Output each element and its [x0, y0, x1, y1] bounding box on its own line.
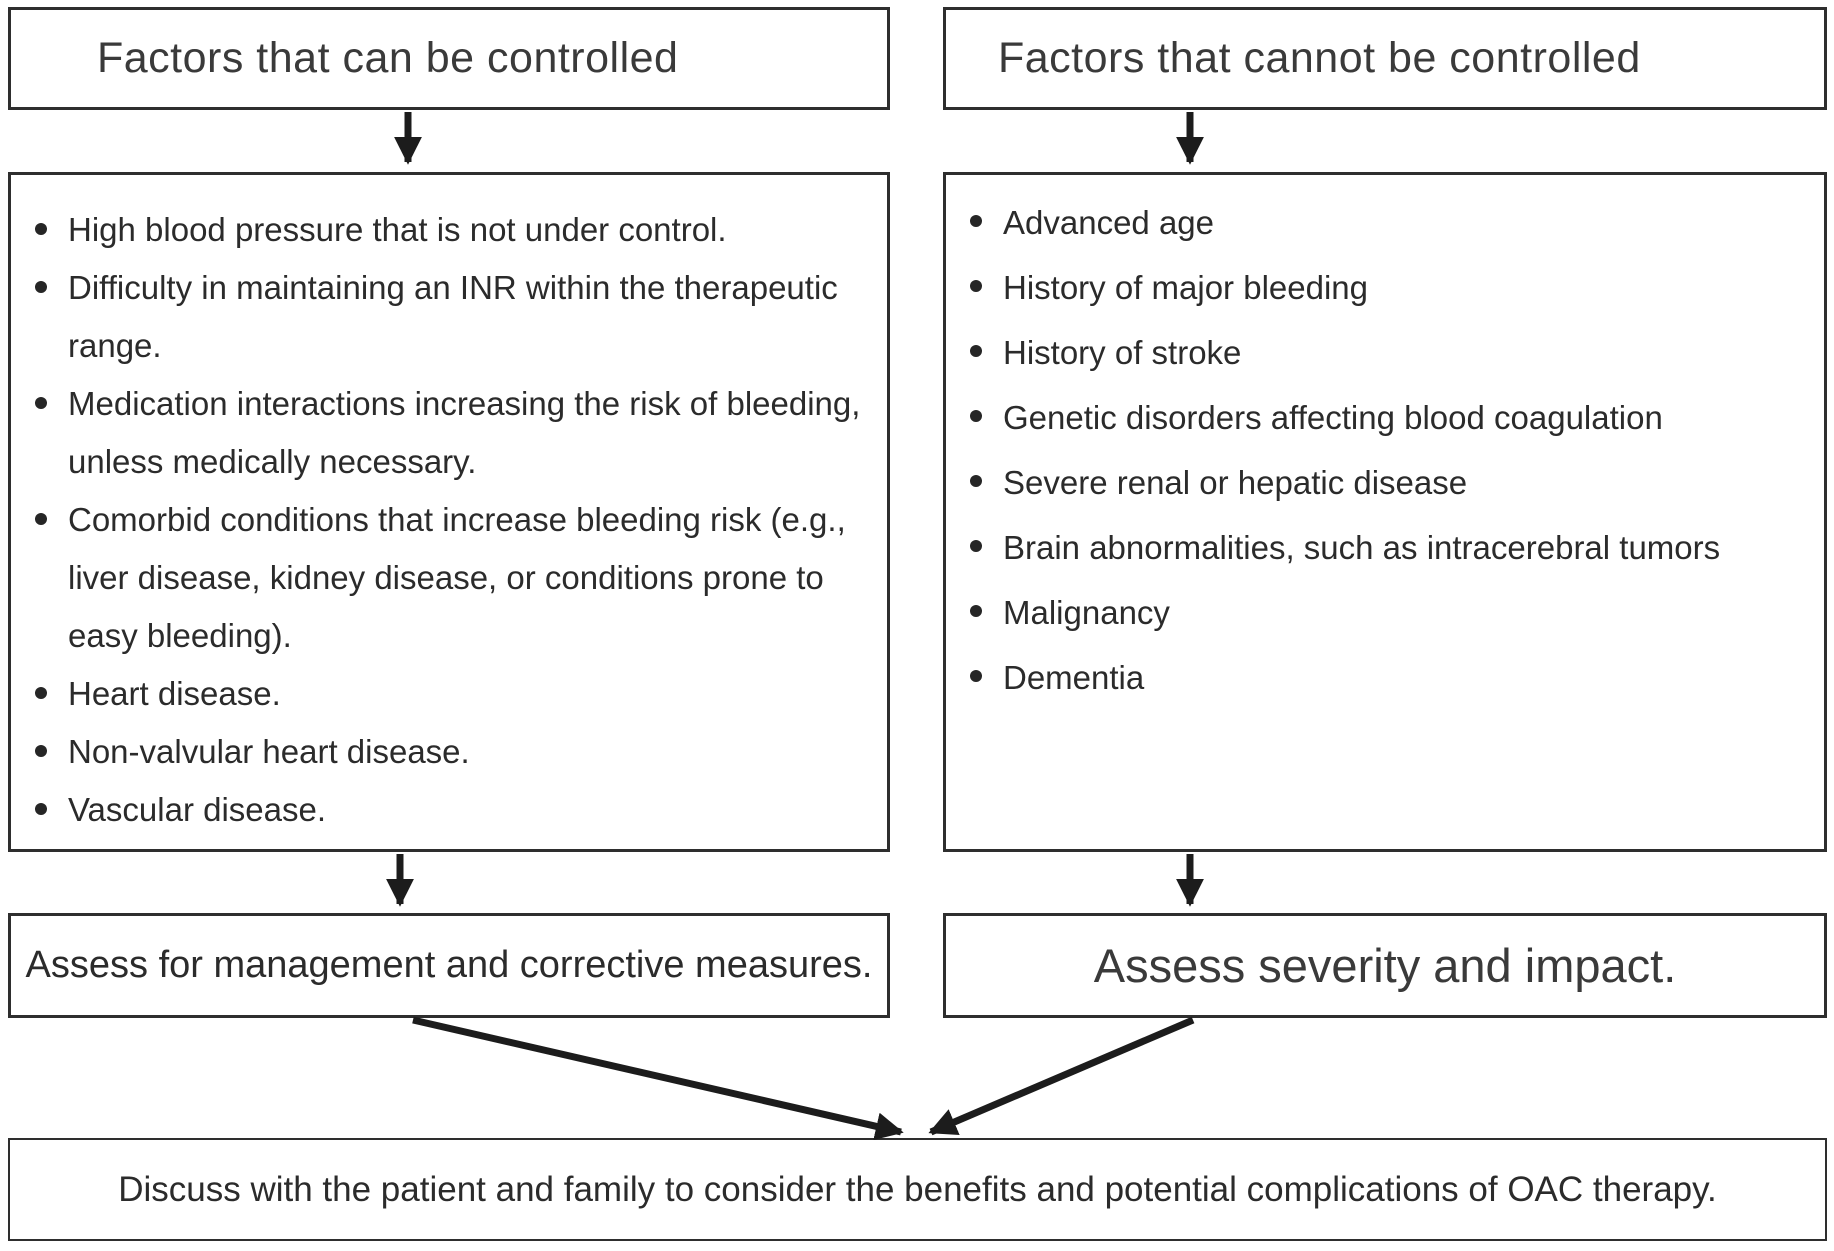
bullet-icon: [35, 745, 47, 757]
uncontrollable-factors-title: Factors that cannot be controlled: [998, 34, 1641, 82]
controllable-factors-header-box: [8, 7, 890, 110]
list-item: [11, 723, 887, 781]
list-item-text: Heart disease.: [68, 675, 281, 712]
list-item: [946, 580, 1824, 645]
list-item-text: Genetic disorders affecting blood coagulation: [1003, 399, 1663, 436]
bullet-icon: [970, 605, 982, 617]
bullet-icon: [35, 803, 47, 815]
arrow-right-assess-to-conclusion: [931, 1020, 1193, 1132]
list-item-text: Dementia: [1003, 659, 1145, 696]
list-item-text: Difficulty in maintaining an INR within the therapeutic: [68, 269, 838, 306]
bullet-icon: [35, 687, 47, 699]
list-item: [946, 515, 1824, 580]
bullet-icon: [35, 397, 47, 409]
list-item: [946, 320, 1824, 385]
list-item-text: Malignancy: [1003, 594, 1170, 631]
list-item: [946, 255, 1824, 320]
list-item-text: Comorbid conditions that increase bleeding risk (e.g.,: [68, 501, 846, 538]
list-item: [11, 259, 887, 375]
assess-severity-box: [943, 913, 1827, 1018]
list-item-text: unless medically necessary.: [68, 443, 477, 480]
uncontrollable-factors-list-box: [943, 172, 1827, 852]
list-item-text: range.: [68, 327, 162, 364]
controllable-factors-list-box: [8, 172, 890, 852]
bullet-icon: [970, 345, 982, 357]
discussion-conclusion-text: Discuss with the patient and family to consider the benefits and potential complications of OAC therapy.: [118, 1169, 1717, 1209]
bullet-icon: [970, 475, 982, 487]
list-item-text: History of major bleeding: [1003, 269, 1368, 306]
bullet-icon: [970, 670, 982, 682]
list-item: [946, 450, 1824, 515]
assess-management-box: [8, 913, 890, 1018]
list-item-text: Advanced age: [1003, 204, 1215, 241]
list-item: [11, 781, 887, 839]
arrow-left-assess-to-conclusion: [413, 1020, 901, 1132]
list-item-text: Medication interactions increasing the risk of bleeding,: [68, 385, 861, 422]
list-item: [946, 385, 1824, 450]
list-item-text: liver disease, kidney disease, or conditions prone to: [68, 559, 824, 596]
list-item-text: Severe renal or hepatic disease: [1003, 464, 1468, 501]
bullet-icon: [35, 281, 47, 293]
list-item: [946, 190, 1824, 255]
bullet-icon: [35, 223, 47, 235]
bullet-icon: [970, 410, 982, 422]
controllable-factors-title: Factors that can be controlled: [97, 34, 679, 82]
list-item-text: Vascular disease.: [68, 791, 327, 828]
list-item-text: easy bleeding).: [68, 617, 292, 654]
list-item-text: History of stroke: [1003, 334, 1242, 371]
uncontrollable-factors-header-box: [943, 7, 1827, 110]
list-item: [11, 665, 887, 723]
list-item-text: Non-valvular heart disease.: [68, 733, 470, 770]
list-item-text: High blood pressure that is not under control.: [68, 211, 727, 248]
assess-severity-label: Assess severity and impact.: [1093, 939, 1677, 992]
uncontrollable-factors-list: [946, 175, 1824, 710]
controllable-factors-list: [11, 175, 887, 839]
bullet-icon: [970, 540, 982, 552]
list-item: [11, 491, 887, 665]
assess-management-label: Assess for management and corrective measures.: [25, 944, 873, 986]
discussion-conclusion-box: [8, 1138, 1827, 1241]
list-item: [11, 201, 887, 259]
list-item: [11, 375, 887, 491]
list-item: [946, 645, 1824, 710]
bullet-icon: [970, 280, 982, 292]
list-item-text: Brain abnormalities, such as intracerebral tumors: [1003, 529, 1721, 566]
bullet-icon: [35, 513, 47, 525]
bullet-icon: [970, 215, 982, 227]
